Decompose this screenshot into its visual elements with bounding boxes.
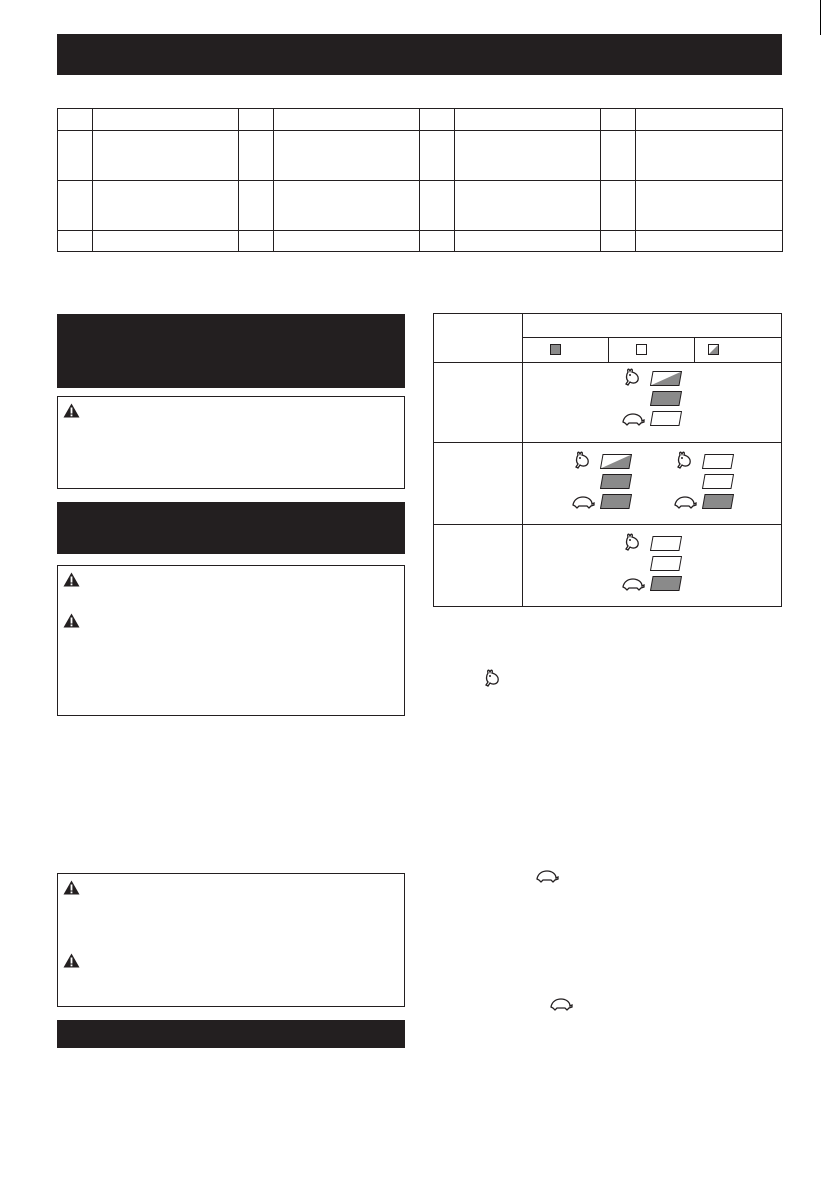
part-name-cell <box>455 109 601 131</box>
speed-lamp <box>600 494 632 509</box>
speed-lamp <box>650 411 682 426</box>
lamp-off <box>650 536 682 551</box>
parts-description-table <box>57 108 783 252</box>
part-number-cell <box>239 231 274 252</box>
row-divider <box>434 362 781 363</box>
lamp-off <box>702 454 734 469</box>
table-row <box>58 109 783 131</box>
section-heading-2 <box>57 502 405 554</box>
filled-square-icon <box>550 344 561 355</box>
part-name-cell <box>636 231 783 252</box>
warning-triangle-icon <box>63 403 80 418</box>
lamp-off <box>650 556 682 571</box>
section-heading-1 <box>57 314 405 388</box>
part-name-cell <box>455 231 601 252</box>
lamp-on <box>650 391 682 406</box>
rabbit-icon <box>622 532 644 552</box>
column-divider <box>608 337 609 362</box>
speed-lamp <box>650 536 682 551</box>
part-number-cell <box>420 231 455 252</box>
warning-triangle-icon <box>63 613 80 628</box>
speed-lamp <box>600 454 632 469</box>
rabbit-icon <box>572 450 594 470</box>
part-name-cell <box>636 181 783 231</box>
section-heading-3 <box>57 1020 405 1048</box>
part-name-cell <box>455 181 601 231</box>
part-number-cell <box>239 181 274 231</box>
part-number-cell <box>239 109 274 131</box>
warning-triangle-icon <box>63 953 80 968</box>
part-number-cell <box>601 109 636 131</box>
part-number-cell <box>58 231 93 252</box>
turtle-icon <box>672 495 698 509</box>
section-title-banner <box>57 34 782 75</box>
row-divider <box>434 524 781 525</box>
rabbit-icon <box>622 367 644 387</box>
part-name-cell <box>455 131 601 181</box>
lamp-blink <box>600 454 632 469</box>
warning-triangle-icon <box>63 880 80 895</box>
lamp-off <box>650 411 682 426</box>
turtle-icon <box>549 997 573 1011</box>
part-name-cell <box>274 131 420 181</box>
speed-lamp <box>650 576 682 591</box>
speed-lamp <box>650 556 682 571</box>
table-row <box>58 231 783 252</box>
part-name-cell <box>93 231 239 252</box>
part-number-cell <box>58 131 93 181</box>
column-divider <box>522 314 523 606</box>
caution-box-1 <box>57 396 405 489</box>
part-number-cell <box>601 231 636 252</box>
lamp-off <box>702 474 734 489</box>
rabbit-icon <box>483 668 503 688</box>
speed-lamp <box>702 454 734 469</box>
speed-lamp <box>650 391 682 406</box>
part-name-cell <box>93 181 239 231</box>
part-number-cell <box>601 181 636 231</box>
part-name-cell <box>274 109 420 131</box>
part-name-cell <box>274 231 420 252</box>
speed-lamp <box>650 371 682 386</box>
part-number-cell <box>420 109 455 131</box>
row-divider <box>434 442 781 443</box>
part-name-cell <box>93 131 239 181</box>
part-number-cell <box>601 131 636 181</box>
speed-lamp <box>702 474 734 489</box>
half-square-icon <box>708 344 719 355</box>
turtle-icon <box>570 495 596 509</box>
speed-lamp <box>702 494 734 509</box>
part-name-cell <box>274 181 420 231</box>
caution-box-3 <box>57 873 405 1007</box>
lamp-blink <box>650 371 682 386</box>
part-name-cell <box>636 109 783 131</box>
warning-triangle-icon <box>63 572 80 587</box>
part-name-cell <box>93 109 239 131</box>
rabbit-icon <box>674 450 696 470</box>
part-number-cell <box>420 131 455 181</box>
part-name-cell <box>636 131 783 181</box>
crop-mark <box>820 0 821 35</box>
lamp-on <box>600 474 632 489</box>
turtle-icon <box>535 869 559 883</box>
part-number-cell <box>420 181 455 231</box>
lamp-on <box>600 494 632 509</box>
table-row <box>58 181 783 231</box>
row-divider <box>522 337 781 338</box>
part-number-cell <box>58 181 93 231</box>
caution-box-2 <box>57 565 405 716</box>
turtle-icon <box>620 412 646 426</box>
part-number-cell <box>58 109 93 131</box>
turtle-icon <box>620 577 646 591</box>
part-number-cell <box>239 131 274 181</box>
empty-square-icon <box>636 344 647 355</box>
lamp-on <box>650 576 682 591</box>
speed-lamp <box>600 474 632 489</box>
table-row <box>58 131 783 181</box>
lamp-on <box>702 494 734 509</box>
column-divider <box>694 337 695 362</box>
